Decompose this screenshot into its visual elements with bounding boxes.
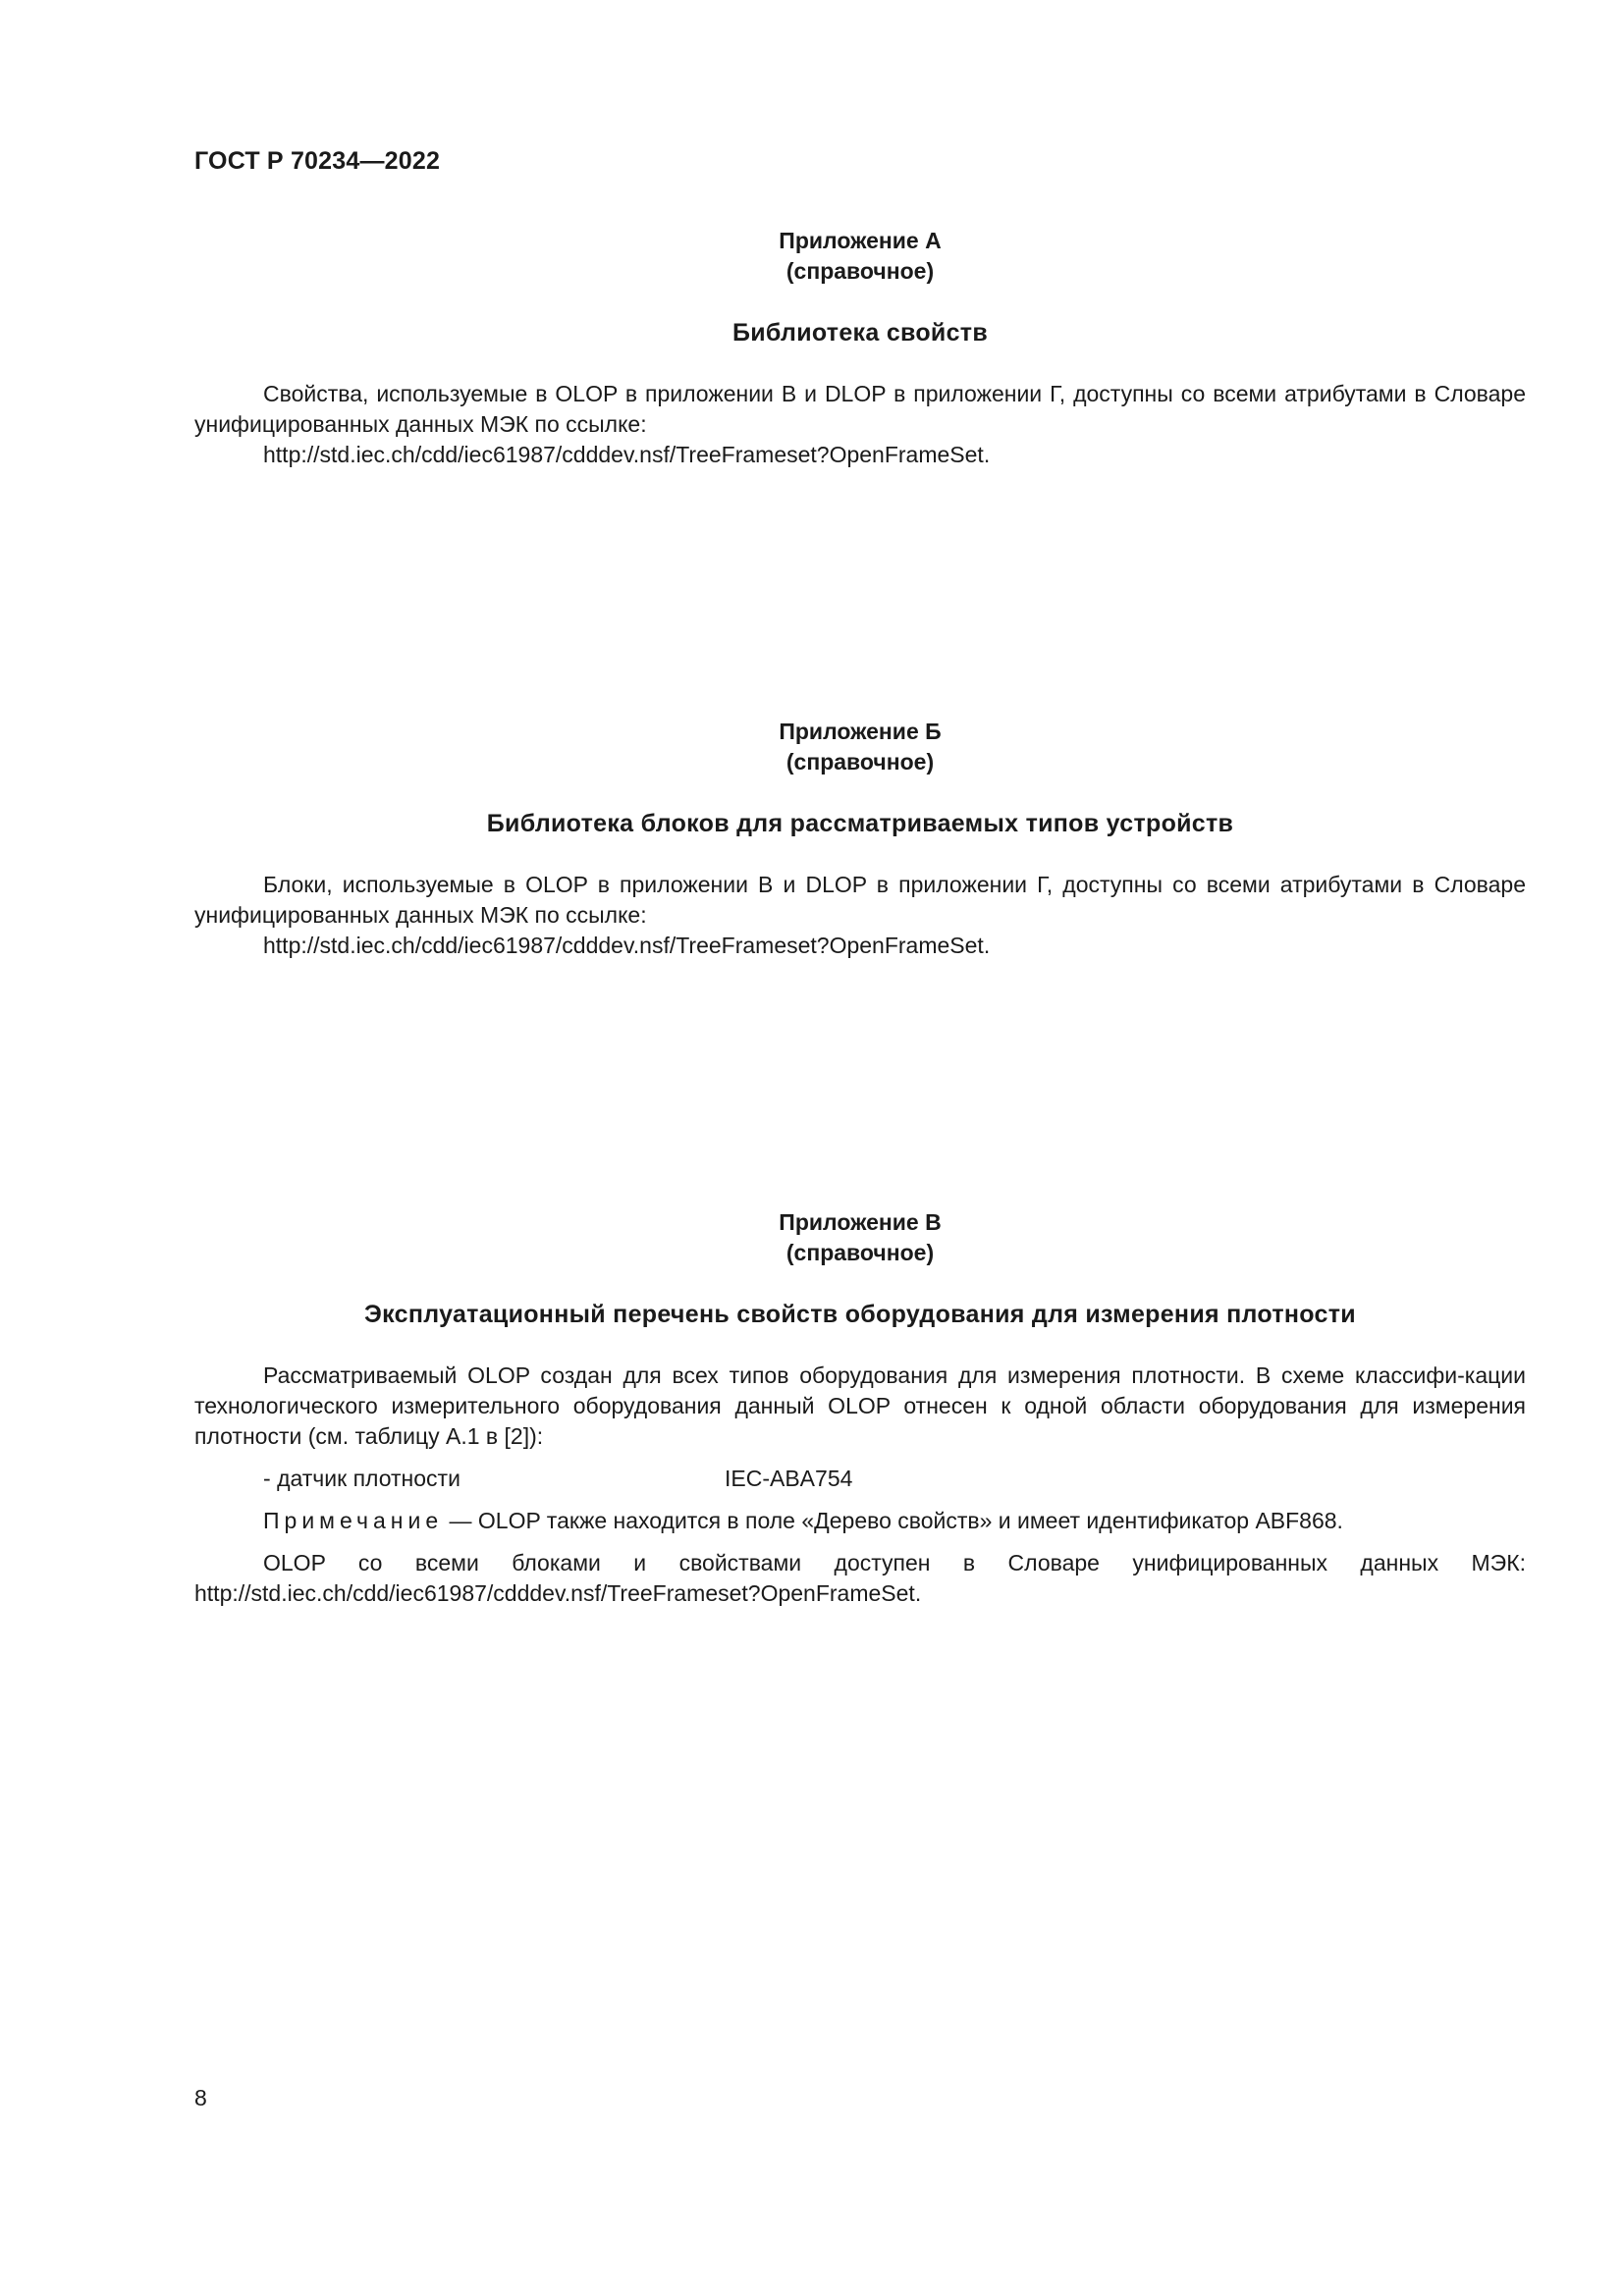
appendix-b-title: Библиотека блоков для рассматриваемых типов устройств (486, 810, 1234, 837)
appendix-a-label: Приложение А (779, 228, 942, 253)
appendix-b-label: Приложение Б (779, 719, 942, 744)
note-label: Примечание (263, 1508, 444, 1533)
appendix-a-section (194, 226, 1526, 470)
appendix-v-paragraph: Рассматриваемый OLOP создан для всех типов оборудования для измерения плотности. В схеме классифи-кации технологического измерительного оборудования данный OLOP отнесен к одной области оборудования для измерения плотности (см. таблицу А.1 в [2]): (194, 1362, 1526, 1449)
appendix-a-link[interactable]: http://std.iec.ch/cdd/iec61987/cdddev.nsf/TreeFrameset?OpenFrameSet. (263, 442, 991, 467)
appendix-v-title: Эксплуатационный перечень свойств оборудования для измерения плотности (364, 1301, 1356, 1328)
appendix-v-section (194, 1207, 1526, 1609)
appendix-v-final-paragraph: OLOP со всеми блоками и свойствами доступен в Словаре унифицированных данных МЭК: http://std.iec.ch/cdd/iec61987/cdddev.nsf/TreeFrameset?OpenFrameSet. (194, 1550, 1526, 1606)
list-item (194, 1464, 1526, 1494)
appendix-b-paragraph: Блоки, используемые в OLOP в приложении В и DLOP в приложении Г, доступны со всеми атрибутами в Словаре унифицированных данных МЭК по ссылке: (194, 872, 1526, 928)
page-number: 8 (194, 2085, 207, 2110)
appendix-b-section (194, 717, 1526, 961)
appendix-b-status: (справочное) (785, 749, 935, 774)
appendix-v-status: (справочное) (785, 1240, 935, 1265)
appendix-a-title: Библиотека свойств (731, 319, 989, 347)
appendix-a-paragraph: Свойства, используемые в OLOP в приложении В и DLOP в приложении Г, доступны со всеми атрибутами в Словаре унифицированных данных МЭК по ссылке: (194, 381, 1526, 437)
appendix-b-link[interactable]: http://std.iec.ch/cdd/iec61987/cdddev.nsf/TreeFrameset?OpenFrameSet. (263, 933, 991, 958)
list-item-code: IEC-ABA754 (725, 1466, 853, 1491)
note-text: — OLOP также находится в поле «Дерево свойств» и имеет идентификатор ABF868. (443, 1508, 1343, 1533)
note (194, 1506, 1526, 1536)
list-bullet: - (263, 1466, 271, 1491)
appendix-v-label: Приложение В (779, 1209, 942, 1235)
list-item-name: датчик плотности (277, 1466, 460, 1491)
document-header-code: ГОСТ Р 70234—2022 (194, 147, 441, 175)
appendix-a-status: (справочное) (785, 258, 935, 284)
